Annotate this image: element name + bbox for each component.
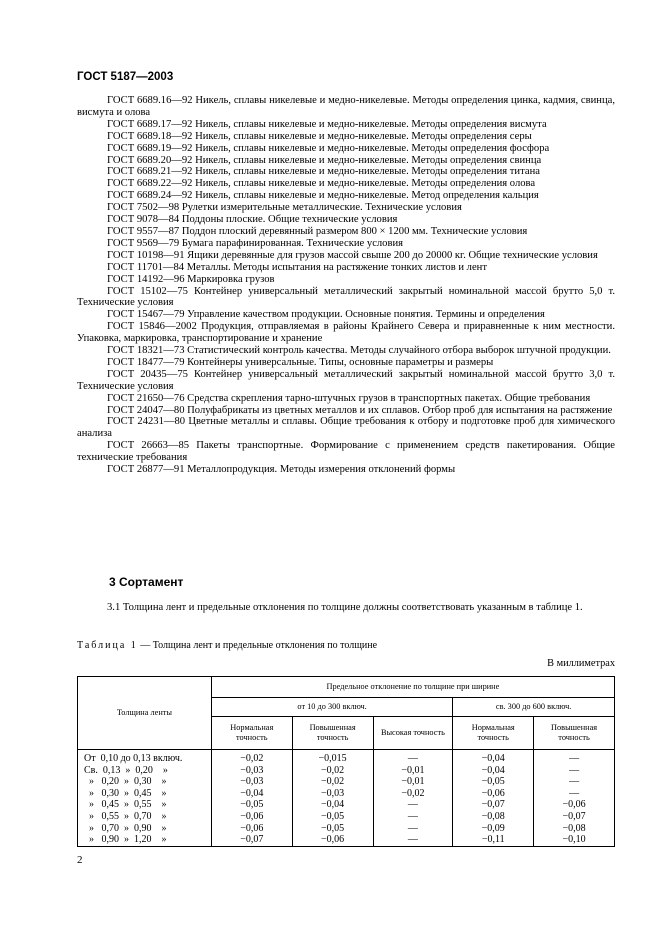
table-cell: −0,09: [453, 823, 534, 835]
table-cell: −0,05: [453, 776, 534, 788]
reference-item: ГОСТ 6689.21—92 Никель, сплавы никелевые и медно-никелевые. Методы определения титана: [107, 166, 540, 178]
table-cell: −0,02: [211, 750, 292, 765]
table-cell: −0,08: [534, 823, 615, 835]
reference-item: ГОСТ 6689.22—92 Никель, сплавы никелевые и медно-никелевые. Методы определения олова: [107, 178, 536, 190]
table-cell: −0,07: [534, 811, 615, 823]
table-cell: −0,03: [211, 776, 292, 788]
reference-item: ГОСТ 15467—79 Управление качеством продукции. Основные понятия. Термины и определения: [107, 309, 545, 321]
reference-item: ГОСТ 7502—98 Рулетки измерительные металлические. Технические условия: [107, 202, 462, 214]
table-cell: −0,07: [453, 799, 534, 811]
table-cell: −0,04: [453, 765, 534, 777]
table-row: [78, 811, 615, 823]
reference-item: ГОСТ 9557—87 Поддон плоский деревянный размером 800 × 1200 мм. Технические условия: [107, 225, 528, 237]
table-row: [78, 834, 615, 846]
table-cell: —: [373, 834, 453, 846]
table-cell: −0,07: [211, 834, 292, 846]
reference-item: ГОСТ 9569—79 Бумага парафинированная. Технические условия: [107, 237, 404, 249]
table-cell: −0,015: [292, 750, 373, 765]
table-cell: −0,02: [292, 776, 373, 788]
header-normal-accuracy-wide: Нормальная точность: [453, 717, 534, 750]
reference-item: ГОСТ 6689.19—92 Никель, сплавы никелевые и медно-никелевые. Методы определения фосфора: [107, 142, 550, 154]
table-cell: —: [373, 799, 453, 811]
row-label: » 0,45 » 0,55 »: [78, 799, 212, 811]
table-cell: −0,02: [373, 788, 453, 800]
table-cell: −0,06: [211, 823, 292, 835]
table-cell: −0,06: [534, 799, 615, 811]
reference-item: ГОСТ 14192—96 Маркировка грузов: [107, 273, 275, 285]
row-label: » 0,90 » 1,20 »: [78, 834, 212, 846]
header-width-10-300: от 10 до 300 включ.: [211, 698, 452, 717]
reference-list: [77, 95, 615, 476]
table-cell: —: [373, 750, 453, 765]
table-caption: [77, 640, 377, 651]
table-cell: −0,01: [373, 765, 453, 777]
reference-item: ГОСТ 15102—75 Контейнер универсальный металлический закрытый номинальной массой брутто 5,0 т. Технические условия: [77, 285, 615, 309]
reference-item: ГОСТ 9078—84 Поддоны плоские. Общие технические условия: [107, 214, 398, 226]
thickness-table: [77, 676, 615, 847]
header-increased-accuracy: Повышенная точность: [292, 717, 373, 750]
header-tolerance: Предельное отклонение по толщине при ширине: [211, 677, 614, 698]
document-header: ГОСТ 5187—2003: [77, 71, 174, 83]
reference-item: ГОСТ 20435—75 Контейнер универсальный металлический закрытый номинальной массой брутто 3,0 т. Технические условия: [77, 368, 615, 392]
row-label: » 0,55 » 0,70 »: [78, 811, 212, 823]
table-units: В миллиметрах: [547, 658, 615, 669]
reference-item: ГОСТ 18321—73 Статистический контроль качества. Методы случайного отбора выборок штучной продукции.: [107, 345, 611, 357]
table-cell: −0,06: [211, 811, 292, 823]
page-number: 2: [77, 854, 83, 866]
reference-item: ГОСТ 6689.16—92 Никель, сплавы никелевые и медно-никелевые. Методы определения цинка, кадмия, свинца, висмута и олова: [77, 95, 615, 118]
reference-item: ГОСТ 15846—2002 Продукция, отправляемая в районы Крайнего Севера и приравненные к ним местности. Упаковка, маркировка, транспортирование и хранение: [77, 321, 615, 345]
table-cell: −0,01: [373, 776, 453, 788]
table-cell: −0,08: [453, 811, 534, 823]
reference-item: ГОСТ 11701—84 Металлы. Методы испытания на растяжение тонких листов и лент: [107, 261, 487, 273]
table-cell: —: [373, 823, 453, 835]
reference-item: ГОСТ 21650—76 Средства скрепления тарно-штучных грузов в транспортных пакетах. Общие требования: [107, 392, 591, 404]
table-caption-text: — Толщина лент и предельные отклонения по толщине: [137, 640, 378, 651]
reference-item: ГОСТ 24231—80 Цветные металлы и сплавы. Общие требования к отбору и подготовке проб для химического анализа: [77, 416, 615, 440]
table-cell: −0,05: [292, 811, 373, 823]
header-width-300-600: св. 300 до 600 включ.: [453, 698, 615, 717]
table-caption-label: Таблица 1: [77, 640, 138, 651]
reference-item: ГОСТ 18477—79 Контейнеры универсальные. Типы, основные параметры и размеры: [107, 356, 494, 368]
table-cell: −0,03: [211, 765, 292, 777]
table-cell: —: [534, 788, 615, 800]
header-increased-accuracy-wide: Повышенная точность: [534, 717, 615, 750]
reference-item: ГОСТ 24047—80 Полуфабрикаты из цветных металлов и их сплавов. Отбор проб для испытания на растяжение: [107, 404, 613, 416]
table-cell: −0,04: [292, 799, 373, 811]
reference-item: ГОСТ 10198—91 Ящики деревянные для грузов массой свыше 200 до 20000 кг. Общие технические условия: [107, 249, 598, 261]
reference-item: ГОСТ 6689.18—92 Никель, сплавы никелевые и медно-никелевые. Методы определения серы: [107, 130, 532, 142]
header-normal-accuracy: Нормальная точность: [211, 717, 292, 750]
table-row: [78, 750, 615, 765]
header-thickness: Толщина ленты: [78, 677, 212, 750]
row-label: » 0,20 » 0,30 »: [78, 776, 212, 788]
table-cell: —: [534, 750, 615, 765]
table-cell: −0,06: [292, 834, 373, 846]
table-cell: −0,06: [453, 788, 534, 800]
section-title: 3 Сортамент: [109, 575, 184, 589]
table-cell: −0,05: [211, 799, 292, 811]
table-cell: −0,04: [211, 788, 292, 800]
table-row: [78, 765, 615, 777]
table-row: [78, 799, 615, 811]
reference-item: ГОСТ 6689.24—92 Никель, сплавы никелевые и медно-никелевые. Метод определения кальция: [107, 190, 539, 202]
section-paragraph: 3.1 Толщина лент и предельные отклонения по толщине должны соответствовать указанным в таблице 1.: [107, 602, 583, 613]
header-high-accuracy: Высокая точность: [373, 717, 453, 750]
table-cell: —: [373, 811, 453, 823]
table-cell: −0,05: [292, 823, 373, 835]
table-row: [78, 823, 615, 835]
row-label: » 0,70 » 0,90 »: [78, 823, 212, 835]
reference-item: ГОСТ 6689.20—92 Никель, сплавы никелевые и медно-никелевые. Методы определения свинца: [107, 154, 542, 166]
reference-item: ГОСТ 26877—91 Металлопродукция. Методы измерения отклонений формы: [107, 464, 456, 476]
row-label: Св. 0,13 » 0,20 »: [78, 765, 212, 777]
table-cell: −0,03: [292, 788, 373, 800]
table-cell: −0,10: [534, 834, 615, 846]
table-cell: —: [534, 765, 615, 777]
reference-item: ГОСТ 6689.17—92 Никель, сплавы никелевые и медно-никелевые. Методы определения висмута: [107, 118, 547, 130]
reference-item: ГОСТ 26663—85 Пакеты транспортные. Формирование с применением средств пакетирования. Общие технические требования: [77, 440, 615, 464]
table-row: [78, 776, 615, 788]
table-row: [78, 788, 615, 800]
row-label: От 0,10 до 0,13 включ.: [78, 750, 212, 765]
table-cell: —: [534, 776, 615, 788]
table-cell: −0,04: [453, 750, 534, 765]
table-cell: −0,02: [292, 765, 373, 777]
row-label: » 0,30 » 0,45 »: [78, 788, 212, 800]
table-cell: −0,11: [453, 834, 534, 846]
